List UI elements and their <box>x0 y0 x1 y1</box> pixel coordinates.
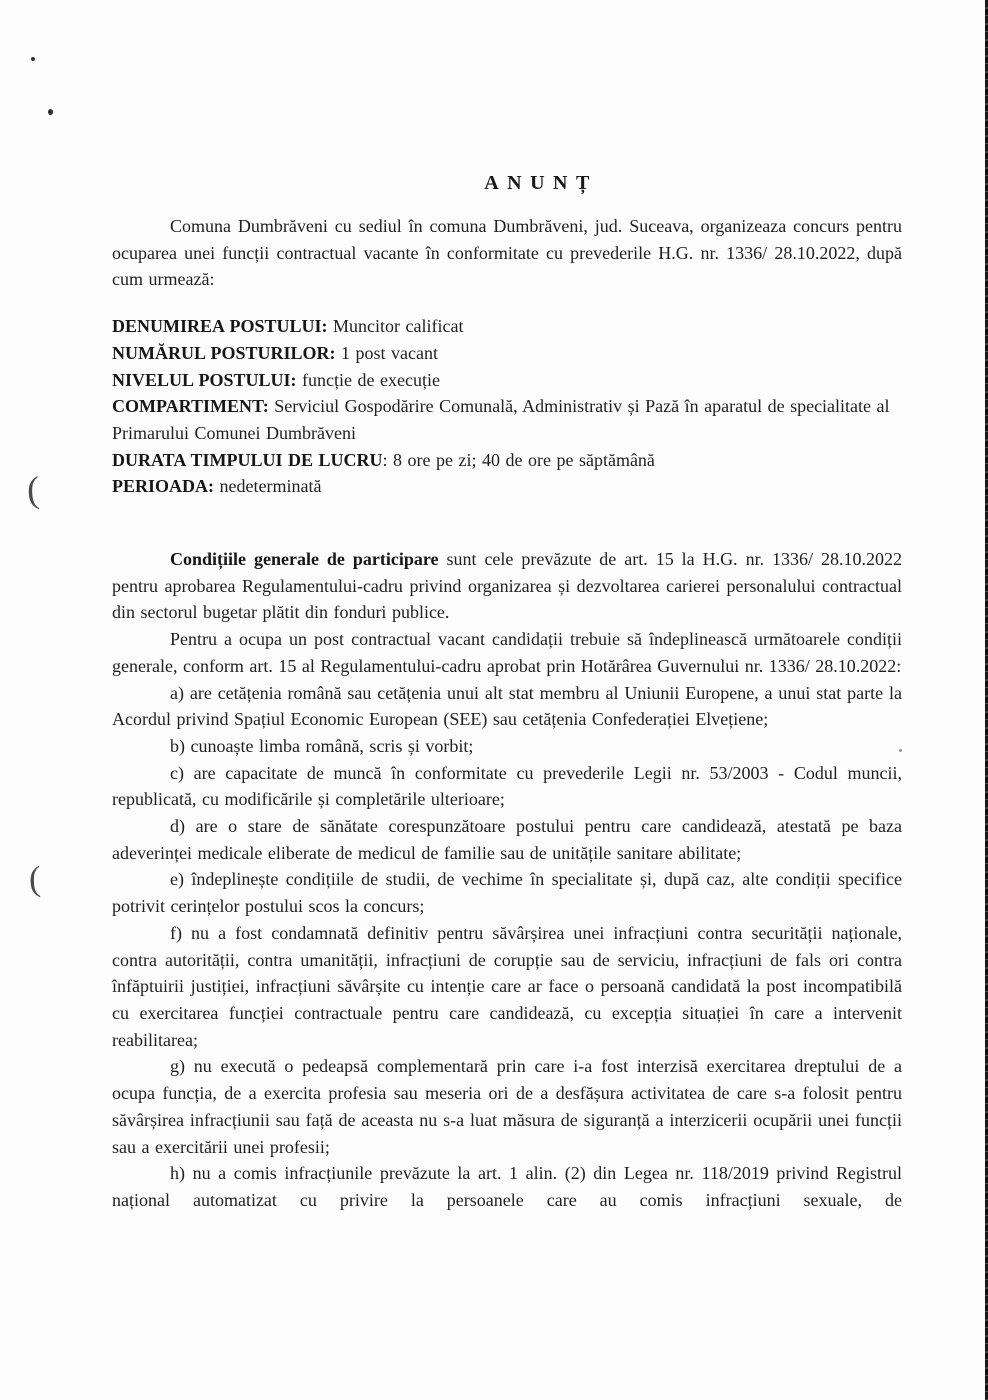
handwritten-paren-mark: ( <box>28 858 42 899</box>
conditions-intro-paragraph: Pentru a ocupa un post contractual vacant candidații trebuie să îndeplinească următoarele condiții generale, conform art. 15 al Regulamentului-cadru aprobat prin Hotărârea Guvernului nr. 1336/ 28.10.2022: <box>112 629 902 676</box>
scan-speck <box>31 57 35 61</box>
job-detail-row <box>112 393 902 446</box>
job-detail-row <box>112 447 902 474</box>
condition-item-f: f) nu a fost condamnată definitiv pentru săvârșirea unei infracțiuni contra securității naționale, contra autorității, contra umanității, infracțiuni de corupție sau de serviciu, infracțiuni de fals ori contra înfăptuirii justiției, infracțiuni săvârșite cu intenție care ar face o persoană candidată la post incompatibilă cu exercitarea funcției contractuale pentru care candidează, cu excepția situației în care a intervenit reabilitarea; <box>112 922 902 1050</box>
job-detail-row <box>112 340 902 367</box>
condition-item-b: b) cunoaște limba română, scris și vorbit; <box>170 735 474 756</box>
job-detail-value: nedeterminată <box>214 476 322 497</box>
job-detail-row <box>112 473 902 500</box>
job-detail-value: Serviciul Gospodărire Comunală, Administrativ și Pază în aparatul de specialitate al Primarului Comunei Dumbrăveni <box>112 396 890 443</box>
condition-item-h: h) nu a comis infracțiunile prevăzute la art. 1 alin. (2) din Legea nr. 118/2019 privind Registrul național automatizat cu privire la persoanele care au comis infracțiuni sexuale, de <box>112 1163 902 1210</box>
general-conditions-section <box>112 546 902 1214</box>
condition-item-c: c) are capacitate de muncă în conformitate cu prevederile Legii nr. 53/2003 - Codul muncii, republicată, cu modificările și completările ulterioare; <box>112 762 902 810</box>
job-detail-value: funcție de execuție <box>296 369 440 390</box>
condition-item-e: e) îndeplinește condițiile de studii, de vechime în specialitate și, după caz, alte condiții specifice potrivit cerințelor postului scos la concurs; <box>112 869 902 917</box>
job-detail-value: : 8 ore pe zi; 40 de ore pe săptămână <box>382 449 655 470</box>
job-detail-label: DURATA TIMPULUI DE LUCRU <box>112 449 383 470</box>
job-detail-label: DENUMIREA POSTULUI: <box>112 316 328 337</box>
job-detail-row <box>112 313 902 340</box>
job-detail-value: 1 post vacant <box>335 342 438 363</box>
job-detail-label: NUMĂRUL POSTURILOR: <box>112 342 336 363</box>
handwritten-paren-mark: ( <box>25 469 41 512</box>
document-content <box>112 168 902 1214</box>
scan-speck <box>48 109 53 115</box>
condition-item-g: g) nu execută o pedeapsă complementară prin care i-a fost interzisă exercitarea dreptului de a ocupa funcția, de a exercita profesia sau meseria ori de a desfășura activitatea de care s-a folosit pentru săvârșirea infracțiunii sau față de aceasta nu s-a luat măsura de siguranță a interzicerii ocupării unei funcții sau a exercitării unei profesii; <box>112 1056 902 1157</box>
conditions-lead-paragraph <box>112 546 902 626</box>
conditions-lead-bold: Condițiile generale de participare <box>170 549 439 570</box>
job-detail-label: NIVELUL POSTULUI: <box>112 369 297 390</box>
job-detail-label: PERIOADA: <box>112 476 214 497</box>
job-detail-row <box>112 367 902 394</box>
condition-item-d: d) are o stare de sănătate corespunzătoare postului pentru care candidează, atestată pe baza adeverinței medicale eliberate de medicul de familie sau de unitățile sanitare abilitate; <box>112 816 902 863</box>
job-detail-label: COMPARTIMENT: <box>112 396 269 417</box>
job-detail-value: Muncitor calificat <box>327 316 464 337</box>
condition-item-a: a) are cetățenia română sau cetățenia unui alt stat membru al Uniunii Europene, a unui stat parte la Acordul privind Spațiul Economic European (SEE) sau cetățenia Confederației Elvețiene; <box>112 682 902 730</box>
conditions-lead-rest: sunt cele prevăzute de art. 15 la H.G. nr. 1336/ 28.10.2022 pentru aprobarea Regulamentului-cadru privind organizarea și dezvoltarea carierei personalului contractual din sectorul bugetar plătit din fonduri publice. <box>112 549 902 623</box>
intro-paragraph: Comuna Dumbrăveni cu sediul în comuna Dumbrăveni, jud. Suceava, organizeaza concurs pentru ocuparea unei funcții contractual vacante în conformitate cu prevederile H.G. nr. 1336/ 28.10.2022, după cum urmează: <box>112 216 902 290</box>
job-details-section <box>112 313 902 500</box>
document-title: ANUNȚ <box>484 172 598 194</box>
